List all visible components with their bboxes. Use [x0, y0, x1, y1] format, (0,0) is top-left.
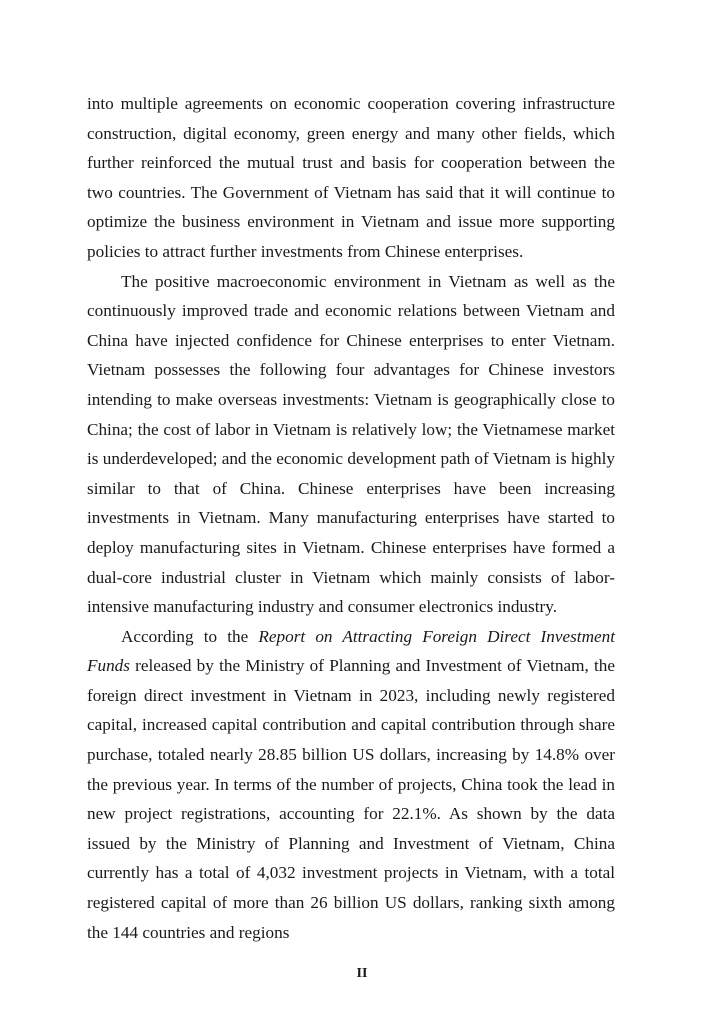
paragraph-fdi-report — [87, 622, 615, 948]
paragraph-text: The positive macroeconomic environment in Vietnam as well as the continuously improved trade and economic relations between Vietnam and China have injected confidence for Chinese enterprises to enter Vietnam. Vietnam possesses the following four advantages for Chinese investors intending to make overseas investments: Vietnam is geographically close to China; the cost of labor in Vietnam is relatively low; the Vietnamese market is underdeveloped; and the economic development path of Vietnam is highly similar to that of China. Chinese enterprises have been increasing investments in Vietnam. Many manufacturing enterprises have started to deploy manufacturing sites in Vietnam. Chinese enterprises have formed a dual-core industrial cluster in Vietnam which mainly consists of labor-intensive manufacturing industry and consumer electronics industry. — [87, 271, 615, 617]
paragraph-cooperation-agreements — [87, 89, 615, 267]
paragraph-text-rest: released by the Ministry of Planning and Investment of Vietnam, the foreign direct investment in Vietnam in 2023, including newly registered capital, increased capital contribution and capital contribution through share purchase, totaled nearly 28.85 billion US dollars, increasing by 14.8% over the previous year. In terms of the number of projects, China took the lead in new project registrations, accounting for 22.1%. As shown by the data issued by the Ministry of Planning and Investment of Vietnam, China currently has a total of 4,032 investment projects in Vietnam, with a total registered capital of more than 26 billion US dollars, ranking sixth among the 144 countries and regions — [87, 656, 615, 942]
report-title: Report on Attracting Foreign Direct Investment Funds — [87, 626, 615, 676]
paragraph-chinese-investment-advantages — [87, 267, 615, 622]
paragraph-text-lead: According to the — [121, 626, 259, 646]
page-number: II — [356, 966, 368, 981]
paragraph-text: into multiple agreements on economic cooperation covering infrastructure construction, digital economy, green energy and many other fields, which further reinforced the mutual trust and basis for cooperation between the two countries. The Government of Vietnam has said that it will continue to optimize the business environment in Vietnam and issue more supporting policies to attract further investments from Chinese enterprises. — [87, 94, 615, 261]
body-text — [87, 89, 615, 947]
